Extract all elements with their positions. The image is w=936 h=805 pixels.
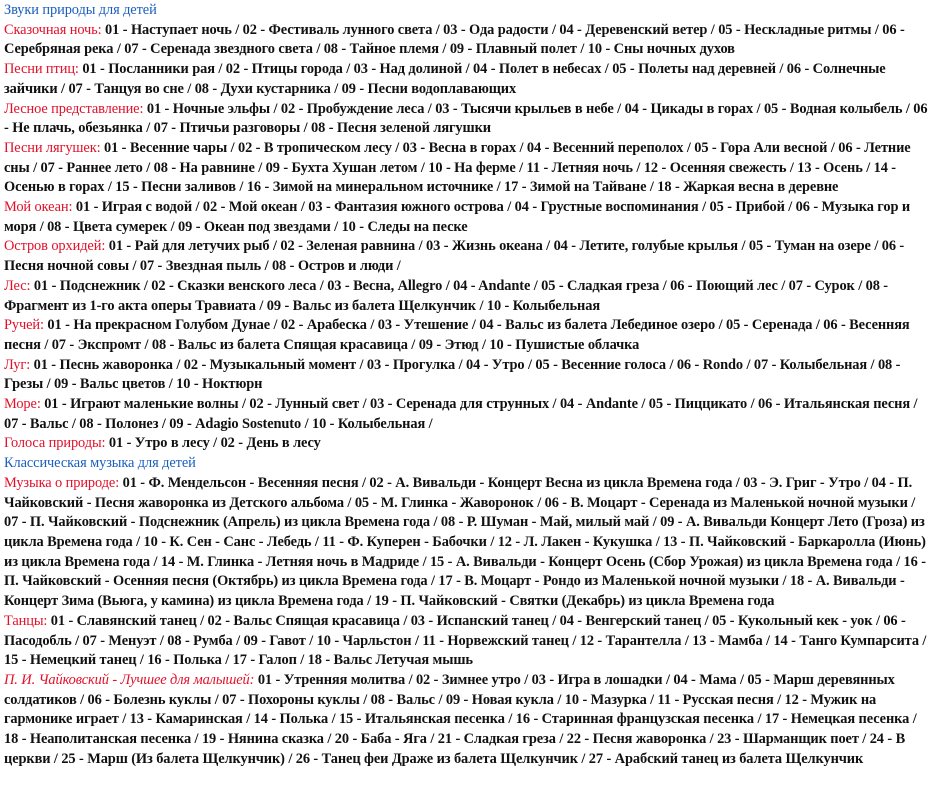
album-title: Лес: — [4, 277, 31, 294]
album-title: Остров орхидей: — [4, 238, 106, 255]
album-tracklist — [4, 1, 932, 769]
album-entry — [4, 395, 932, 434]
album-entry — [4, 356, 932, 395]
album-title: Голоса природы: — [4, 435, 106, 452]
track-list: 01 - Весенние чары / 02 - В тропическом лесу / 03 - Весна в горах / 04 - Весенний переполох / 05 - Гора Али весной / 06 - Летние сны / 07 - Раннее лето / 08 - На равнине / 09 - Бухта Хушан летом / 10 - На ферме / 11 - Летняя ночь / 12 - Осенняя свежесть / 13 - Осень / 14 - Осенью в горах / 15 - Песни заливов / 16 - Зимой на минеральном источнике / 17 - Зимой на Тайване / 18 - Жаркая весна в деревне — [4, 139, 911, 196]
track-list: 01 - На прекрасном Голубом Дунае / 02 - Арабеска / 03 - Утешение / 04 - Вальс из балета Лебединое озеро / 05 - Серенада / 06 - Весенняя песня / 07 - Экспромт / 08 - Вальс из балета Спящая красавица / 09 - Этюд / 10 - Пушистые облачка — [4, 317, 910, 353]
track-list: 01 - Наступает ночь / 02 - Фестиваль лунного света / 03 - Ода радости / 04 - Деревенский ветер / 05 - Нескладные ритмы / 06 - Серебряная река / 07 - Серенада звездного света / 08 - Тайное племя / 09 - Плавный полет / 10 - Сны ночных духов — [4, 21, 905, 58]
album-entry — [4, 671, 932, 770]
section-heading-nature-sounds: Звуки природы для детей — [4, 2, 157, 18]
album-entry — [4, 277, 932, 316]
album-title: Ручей: — [4, 317, 44, 334]
track-list: 01 - Утренняя молитва / 02 - Зимнее утро / 03 - Игра в лошадки / 04 - Мама / 05 - Марш деревянных солдатиков / 06 - Болезнь куклы / 07 - Похороны куклы / 08 - Вальс / 09 - Новая кукла / 10 - Мазурка / 11 - Русская песня / 12 - Мужик на гармонике играет / 13 - Камаринская / 14 - Полька / 15 - Итальянская песенка / 16 - Старинная французская песенка / 17 - Немецкая песенка / 18 - Неаполитанская песенка / 19 - Нянина сказка / 20 - Баба - Яга / 21 - Сладкая греза / 22 - Песня жаворонка / 23 - Шарманщик поет / 24 - В церкви / 25 - Марш (Из балета Щелкунчик) / 26 - Танец феи Драже из балета Щелкунчик / 27 - Арабский танец из балета Щелкунчик — [4, 671, 917, 767]
track-list: 01 - Посланники рая / 02 - Птицы города / 03 - Над долиной / 04 - Полет в небесах / 05 - Полеты над деревней / 06 - Солнечные зайчики / 07 - Танцуя во сне / 08 - Духи кустарника / 09 - Песни водоплавающих — [4, 61, 886, 97]
album-title: Танцы: — [4, 612, 48, 629]
track-list: 01 - Рай для летучих рыб / 02 - Зеленая равнина / 03 - Жизнь океана / 04 - Летите, голубые крылья / 05 - Туман на озере / 06 - Песня ночной совы / 07 - Звездная пыль / 08 - Остров и люди / — [4, 238, 905, 275]
album-entry — [4, 60, 932, 99]
track-list: 01 - Ф. Мендельсон - Весенняя песня / 02 - А. Вивальди - Концерт Весна из цикла Времена года / 03 - Э. Григ - Утро / 04 - П. Чайковский - Песня жаворонка из Детского альбома / 05 - М. Глинка - Жаворонок / 06 - В. Моцарт - Серенада из Маленькой ночной музыки / 07 - П. Чайковский - Подснежник (Апрель) из цикла Времена года / 08 - Р. Шуман - Май, милый май / 09 - А. Вивальди Концерт Лето (Гроза) из цикла Времена года / 10 - К. Сен - Санс - Лебедь / 11 - Ф. Куперен - Бабочки / 12 - Л. Лакен - Кукушка / 13 - П. Чайковский - Баркаролла (Июнь) из цикла Времена года / 14 - М. Глинка - Летняя ночь в Мадриде / 15 - А. Вивальди - Концерт Осень (Сбор Урожая) из цикла Времена года / 16 - П. Чайковский - Осенняя песня (Октябрь) из цикла Времена года / 17 - В. Моцарт - Рондо из Маленькой ночной музыки / 18 - А. Вивальди - Концерт Зима (Вьюга, у камина) из цикла Времена года / 19 - П. Чайковский - Святки (Декабрь) из цикла Времена года — [4, 474, 926, 610]
album-title: Песни птиц: — [4, 61, 79, 78]
track-list: 01 - Славянский танец / 02 - Вальс Спящая красавица / 03 - Испанский танец / 04 - Венгерский танец / 05 - Кукольный кек - уок / 06 - Пасодобль / 07 - Менуэт / 08 - Румба / 09 - Гавот / 10 - Чарльстон / 11 - Норвежский танец / 12 - Тарантелла / 13 - Мамба / 14 - Танго Кумпарсита / 15 - Немецкий танец / 16 - Полька / 17 - Галоп / 18 - Вальс Летучая мышь — [4, 612, 927, 669]
album-title: Море: — [4, 396, 41, 413]
track-list: 01 - Играют маленькие волны / 02 - Лунный свет / 03 - Серенада для струнных / 04 - Andante / 05 - Пиццикато / 06 - Итальянская песня / 07 - Вальс / 08 - Полонез / 09 - Adagio Sostenuto / 10 - Колыбельная / — [4, 396, 918, 432]
track-list: 01 - Ночные эльфы / 02 - Пробуждение леса / 03 - Тысячи крыльев в небе / 04 - Цикады в горах / 05 - Водная колыбель / 06 - Не плачь, обезьянка / 07 - Птичьи разговоры / 08 - Песня зеленой лягушки — [4, 100, 928, 137]
track-list: 01 - Песнь жаворонка / 02 - Музыкальный момент / 03 - Прогулка / 04 - Утро / 05 - Весенние голоса / 06 - Rondo / 07 - Колыбельная / 08 - Грезы / 09 - Вальс цветов / 10 - Ноктюрн — [4, 356, 901, 393]
album-title: Мой океан: — [4, 199, 73, 216]
album-entry — [4, 474, 932, 612]
album-title: Луг: — [4, 356, 31, 373]
album-entry — [4, 612, 932, 671]
track-list: 01 - Подснежник / 02 - Сказки венского леса / 03 - Весна, Allegro / 04 - Andante / 05 - Сладкая греза / 06 - Поющий лес / 07 - Сурок / 08 - Фрагмент из 1-го акта оперы Травиата / 09 - Вальс из балета Щелкунчик / 10 - Колыбельная — [4, 277, 889, 314]
album-title: Музыка о природе: — [4, 474, 120, 491]
album-entry — [4, 434, 932, 454]
section-heading-classical: Классическая музыка для детей — [4, 455, 196, 472]
album-title: Сказочная ночь: — [4, 21, 102, 38]
album-entry — [4, 316, 932, 355]
track-list: 01 - Играя с водой / 02 - Мой океан / 03 - Фантазия южного острова / 04 - Грустные воспоминания / 05 - Прибой / 06 - Музыка гор и моря / 08 - Цвета сумерек / 09 - Океан под звездами / 10 - Следы на песке — [4, 199, 911, 235]
track-list: 01 - Утро в лесу / 02 - День в лесу — [105, 435, 321, 452]
album-title: Песни лягушек: — [4, 139, 101, 156]
album-title: П. И. Чайковский - Лучшее для малышей: — [4, 671, 255, 688]
album-entry — [4, 139, 932, 198]
album-entry — [4, 198, 932, 237]
album-entry — [4, 237, 932, 276]
album-entry — [4, 100, 932, 139]
album-title: Лесное представление: — [4, 100, 144, 117]
album-entry — [4, 21, 932, 60]
